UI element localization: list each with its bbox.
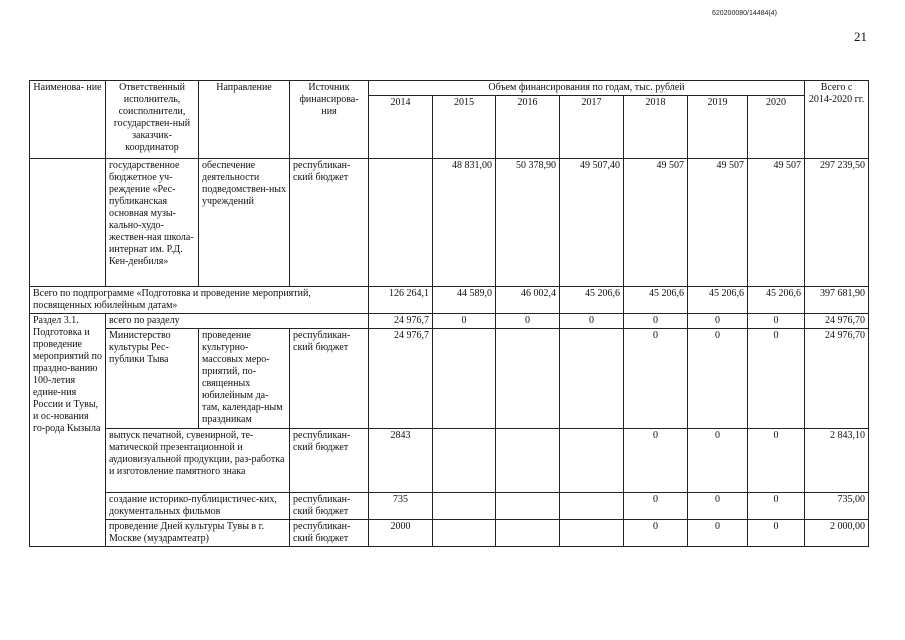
value-cell: 0	[560, 314, 624, 329]
value-cell: 45 206,6	[624, 287, 688, 314]
header-row	[30, 81, 869, 96]
table-row	[30, 520, 869, 547]
name-cell	[30, 159, 106, 287]
value-cell: 0	[688, 329, 748, 429]
executor-cell: государственное бюджетное уч-реждение «Рес-публиканская основная музы-кально-худо-жествен-ная школа-интернат им. Р.Д. Кен-денбиля»	[106, 159, 199, 287]
value-cell: 0	[748, 314, 805, 329]
value-cell: 45 206,6	[748, 287, 805, 314]
value-cell	[496, 520, 560, 547]
value-cell: 0	[624, 520, 688, 547]
value-cell	[496, 429, 560, 493]
value-cell: 24 976,7	[369, 314, 433, 329]
value-cell	[560, 493, 624, 520]
value-cell	[433, 329, 496, 429]
value-cell: 50 378,90	[496, 159, 560, 287]
total-cell: 2 000,00	[805, 520, 869, 547]
value-cell: 24 976,7	[369, 329, 433, 429]
value-cell: 45 206,6	[560, 287, 624, 314]
value-cell: 49 507	[688, 159, 748, 287]
header-year: 2014	[369, 96, 433, 159]
value-cell: 0	[624, 493, 688, 520]
value-cell: 45 206,6	[688, 287, 748, 314]
value-cell: 0	[748, 493, 805, 520]
source-cell: республикан-ский бюджет	[290, 159, 369, 287]
total-cell: 24 976,70	[805, 314, 869, 329]
value-cell	[369, 159, 433, 287]
header-year: 2018	[624, 96, 688, 159]
header-year: 2020	[748, 96, 805, 159]
source-cell: республикан-ский бюджет	[290, 493, 369, 520]
table-row	[30, 287, 869, 314]
section-total-label: всего по разделу	[106, 314, 369, 329]
header-name: Наименова- ние	[30, 81, 106, 159]
value-cell: 0	[748, 520, 805, 547]
table-row	[30, 314, 869, 329]
value-cell: 2843	[369, 429, 433, 493]
table-row	[30, 493, 869, 520]
table-row	[30, 329, 869, 429]
value-cell: 49 507	[748, 159, 805, 287]
value-cell: 0	[748, 429, 805, 493]
value-cell	[496, 329, 560, 429]
source-cell: республикан-ский бюджет	[290, 329, 369, 429]
table-row	[30, 159, 869, 287]
activity-label: проведение Дней культуры Тувы в г. Москве (муздрамтеатр)	[106, 520, 290, 547]
header-executor: Ответственный исполнитель, соисполнители, государствен-ный заказчик-координатор	[106, 81, 199, 159]
total-cell: 297 239,50	[805, 159, 869, 287]
document-number: 620200080/14484(4)	[711, 10, 777, 17]
funding-table	[29, 80, 869, 547]
header-year: 2017	[560, 96, 624, 159]
value-cell: 49 507,40	[560, 159, 624, 287]
value-cell: 0	[624, 329, 688, 429]
total-cell: 2 843,10	[805, 429, 869, 493]
value-cell: 126 264,1	[369, 287, 433, 314]
value-cell: 48 831,00	[433, 159, 496, 287]
value-cell	[560, 520, 624, 547]
value-cell: 0	[624, 314, 688, 329]
executor-cell: Министерство культуры Рес-публики Тыва	[106, 329, 199, 429]
header-year: 2019	[688, 96, 748, 159]
value-cell: 0	[688, 520, 748, 547]
direction-cell: проведение культурно-массовых меро-приятий, по-священных юбилейным да-там, календар-ным праздникам	[199, 329, 290, 429]
value-cell: 735	[369, 493, 433, 520]
value-cell	[433, 493, 496, 520]
source-cell: республикан-ский бюджет	[290, 429, 369, 493]
page-number: 21	[854, 29, 867, 44]
value-cell	[433, 429, 496, 493]
header-direction: Направление	[199, 81, 290, 159]
value-cell	[433, 520, 496, 547]
value-cell: 44 589,0	[433, 287, 496, 314]
value-cell	[560, 429, 624, 493]
activity-label: выпуск печатной, сувенирной, те-матической презентационной и аудиовизуальной продукции, раз-работка и изготовление памятного знака	[106, 429, 290, 493]
value-cell: 0	[748, 329, 805, 429]
value-cell: 0	[688, 314, 748, 329]
value-cell: 0	[624, 429, 688, 493]
header-year: 2015	[433, 96, 496, 159]
source-cell: республикан-ский бюджет	[290, 520, 369, 547]
header-year: 2016	[496, 96, 560, 159]
value-cell: 0	[688, 429, 748, 493]
value-cell	[560, 329, 624, 429]
activity-label: создание историко-публицистичес-ких, документальных фильмов	[106, 493, 290, 520]
value-cell: 0	[433, 314, 496, 329]
section-name: Раздел 3.1. Подготовка и проведение мероприятий по праздно-ванию 100-летия едине-ния России и Тувы, и ос-нования го-рода Кызыла	[30, 314, 106, 547]
header-total: Всего с 2014-2020 гг.	[805, 81, 869, 159]
subprogram-total-label: Всего по подпрограмме «Подготовка и проведение мероприятий, посвященных юбилейным датам»	[30, 287, 369, 314]
total-cell: 735,00	[805, 493, 869, 520]
total-cell: 24 976,70	[805, 329, 869, 429]
header-source: Источник финансирова-ния	[290, 81, 369, 159]
table-row	[30, 429, 869, 493]
value-cell: 0	[496, 314, 560, 329]
value-cell: 0	[688, 493, 748, 520]
total-cell: 397 681,90	[805, 287, 869, 314]
direction-cell: обеспечение деятельности подведомствен-ных учреждений	[199, 159, 290, 287]
value-cell: 46 002,4	[496, 287, 560, 314]
header-funding: Объем финансирования по годам, тыс. рублей	[369, 81, 805, 96]
value-cell	[496, 493, 560, 520]
value-cell: 2000	[369, 520, 433, 547]
value-cell: 49 507	[624, 159, 688, 287]
